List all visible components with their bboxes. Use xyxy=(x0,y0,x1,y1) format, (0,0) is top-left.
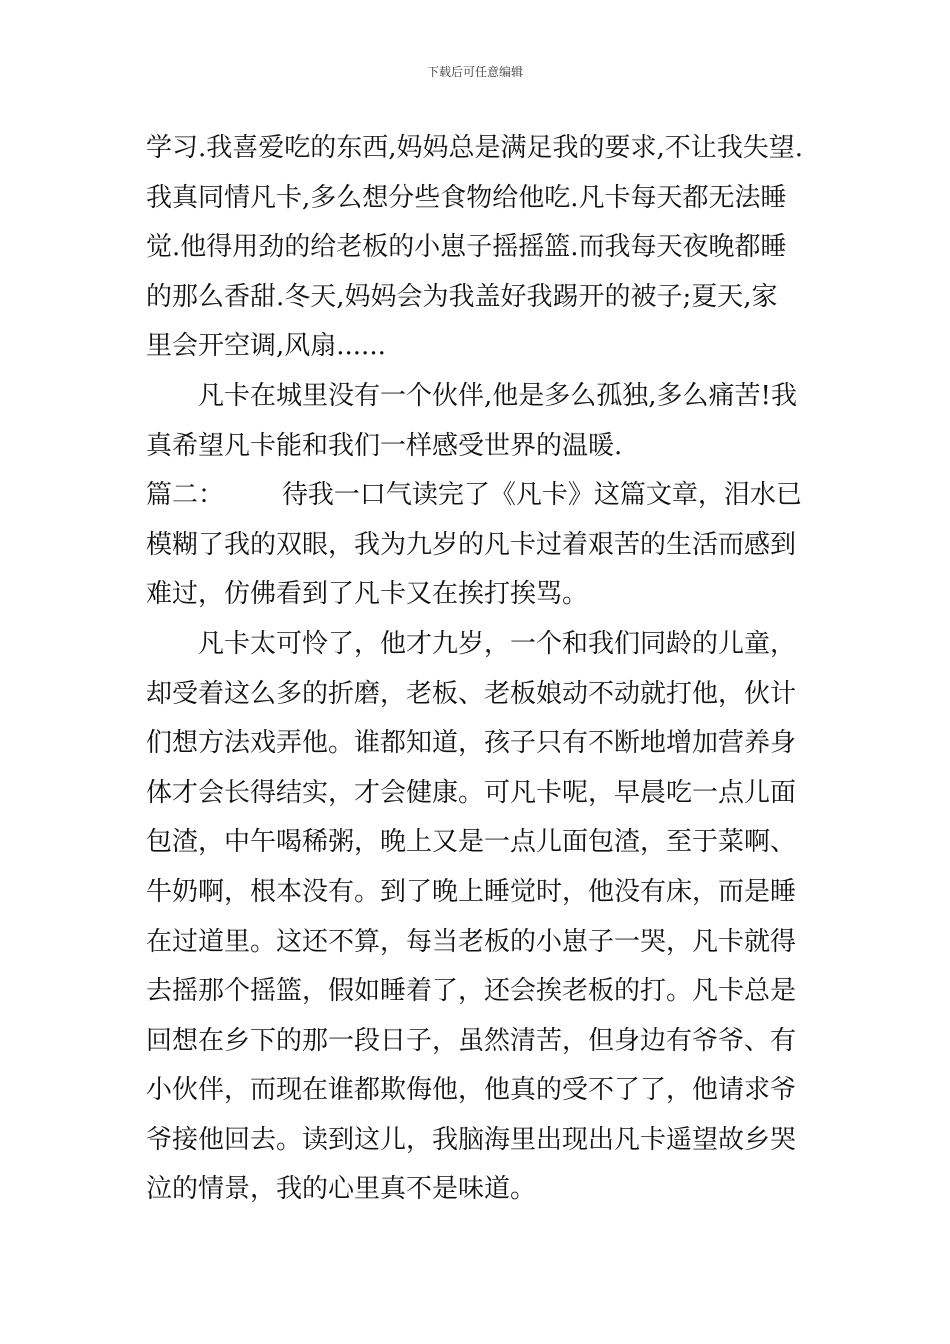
text-line: 的那么香甜.冬天,妈妈会为我盖好我踢开的被子;夏天,家 xyxy=(146,281,778,312)
text-line: 模糊了我的双眼，我为九岁的凡卡过着艰苦的生活而感到 xyxy=(146,529,797,560)
document-body xyxy=(146,124,816,1215)
text-line: 凡卡太可怜了，他才九岁，一个和我们同龄的儿童， xyxy=(198,628,797,659)
text-line: 里会开空调,风扇...... xyxy=(146,331,386,362)
text-line: 小伙伴，而现在谁都欺侮他，他真的受不了了，他请求爷 xyxy=(146,1075,797,1106)
paragraph xyxy=(146,372,816,471)
text-line: 包渣，中午喝稀粥，晚上又是一点儿面包渣，至于菜啊、 xyxy=(146,827,797,858)
paragraph xyxy=(146,124,816,372)
text-line: 体才会长得结实，才会健康。可凡卡呢，早晨吃一点儿面 xyxy=(146,777,797,808)
text-line: 真希望凡卡能和我们一样感受世界的温暖. xyxy=(146,430,623,461)
paragraph xyxy=(146,620,816,1215)
text-line: 去摇那个摇篮，假如睡着了，还会挨老板的打。凡卡总是 xyxy=(146,976,797,1007)
text-line: 爷接他回去。读到这儿，我脑海里出现出凡卡遥望故乡哭 xyxy=(146,1124,797,1155)
text-line: 难过，仿佛看到了凡卡又在挨打挨骂。 xyxy=(146,579,589,610)
paragraph xyxy=(146,471,816,620)
text-line: 们想方法戏弄他。谁都知道，孩子只有不断地增加营养身 xyxy=(146,728,797,759)
text-line: 篇二： 待我一口气读完了《凡卡》这篇文章，泪水已 xyxy=(146,480,802,511)
text-line: 我真同情凡卡,多么想分些食物给他吃.凡卡每天都无法睡 xyxy=(146,182,787,213)
text-line: 却受着这么多的折磨，老板、老板娘动不动就打他，伙计 xyxy=(146,678,797,709)
text-line: 牛奶啊，根本没有。到了晚上睡觉时，他没有床，而是睡 xyxy=(146,876,797,907)
page-header: 下载后可任意编辑 xyxy=(426,65,523,79)
text-line: 在过道里。这还不算，每当老板的小崽子一哭，凡卡就得 xyxy=(146,926,797,957)
text-line: 泣的情景，我的心里真不是味道。 xyxy=(146,1174,537,1205)
text-line: 觉.他得用劲的给老板的小崽子摇摇篮.而我每天夜晚都睡 xyxy=(146,232,787,263)
text-line: 回想在乡下的那一段日子，虽然清苦，但身边有爷爷、有 xyxy=(146,1025,797,1056)
text-line: 学习.我喜爱吃的东西,妈妈总是满足我的要求,不让我失望. xyxy=(146,133,804,163)
text-line: 凡卡在城里没有一个伙伴,他是多么孤独,多么痛苦!我 xyxy=(198,380,797,411)
